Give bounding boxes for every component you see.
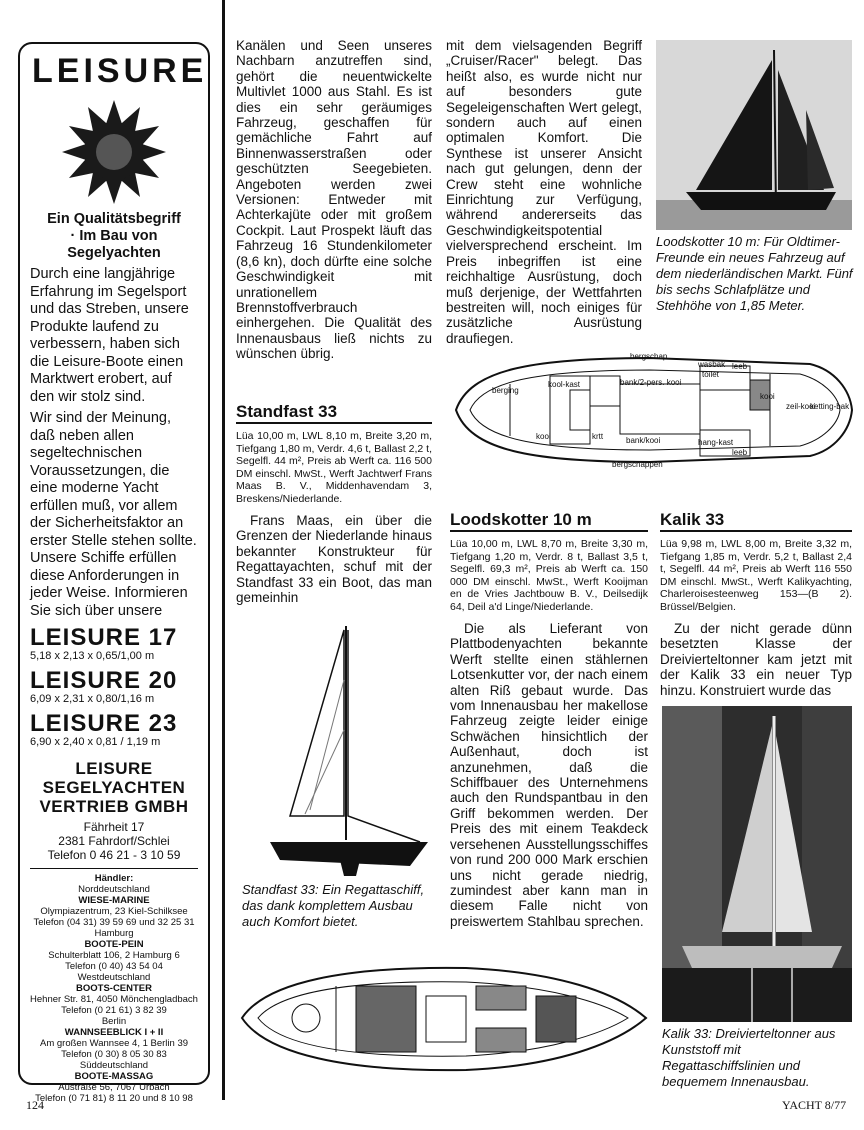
plan-label: kooi: [536, 432, 551, 441]
standfast-caption: Standfast 33: Ein Regattaschiff, das dank komplettem Ausbau auch Komfort bietet.: [242, 882, 425, 929]
kalik-caption: Kalik 33: Dreivierteltonner aus Kunststoff mit Regattaschiffslinien und bequemem Innenausbau.: [662, 1026, 836, 1089]
loodskotter-specs: Lüa 10,00 m, LWL 8,70 m, Breite 3,30 m, Tiefgang 1,20 m, Verdr. 8 t, Ballast 3,5 t, Segelfl. 69,3 m², Preis ab Werft ca. 150 000 DM einschl. MwSt., Werft Kooijman en de Vries Jachtbouw B. V., Deilsedijk 64, Deil a'd Linge/Niederlande.: [450, 538, 648, 613]
company-address: [30, 820, 198, 862]
deck-plan-labels: [450, 340, 856, 476]
dealer-detail: Olympiazentrum, 23 Kiel-Schilksee: [40, 906, 188, 917]
dealer-detail: Hamburg: [94, 928, 134, 939]
standfast-sail-plan: [250, 620, 440, 876]
plan-label: hang-kast: [698, 438, 734, 447]
model-entry: [30, 669, 198, 706]
plan-label: ketting-bak: [810, 402, 850, 411]
dealer-detail: Telefon (0 40) 43 54 04: [65, 961, 163, 972]
dealer-list: [30, 873, 198, 1104]
model-entry: [30, 626, 198, 663]
ad-headline-line: Ein Qualitätsbegriff: [47, 211, 181, 227]
model-name: LEISURE 23: [30, 710, 178, 737]
plan-label: bergschap: [630, 352, 668, 361]
model-dimensions: 6,09 x 2,31 x 0,80/1,16 m: [30, 693, 155, 705]
loodskotter-section: [450, 510, 648, 929]
model-name: LEISURE 20: [30, 667, 178, 694]
ad-body-paragraph: Durch eine langjährige Erfahrung im Segelsport und das Streben, unsere Produkte laufend zu verbessern, haben sich die Leisure-Boote einen Marktwert erobert, auf den wir stolz sind.: [30, 266, 189, 405]
kalik-photo: [662, 706, 852, 1022]
loodskotter-photo: [656, 40, 852, 230]
standfast-deck-plan: [236, 952, 652, 1090]
plan-label: bank/2-pers. kooi: [620, 378, 682, 387]
dealer-detail: Norddeutschland: [78, 884, 150, 895]
dealer-detail: Schulterblatt 106, 2 Hamburg 6: [48, 950, 180, 961]
address-line: Fährheit 17: [83, 820, 145, 834]
kalik-body: Zu der nicht gerade dünn besetzten Klasse der Dreivierteltonner kam jetzt mit der Kalik 33 ein neuer Typ hinzu. Konstruiert wurde das: [660, 621, 852, 698]
standfast-specs: Lüa 10,00 m, LWL 8,10 m, Breite 3,20 m, Tiefgang 1,80 m, Verdr. 4,6 t, Ballast 2,2 t, Segelfl. 44 m², Preis ab Werft ca. 116 500 DM einschl. MwSt., Werft Jachtwerf Frans Maas B. V., Middenhavendam 3, Breskens/Niederlande.: [236, 430, 432, 505]
column-divider: [222, 0, 225, 1100]
magazine-issue: YACHT 8/77: [782, 1098, 847, 1112]
company-line: VERTRIEB GMBH: [39, 797, 189, 816]
dealer-detail: Süddeutschland: [79, 1060, 149, 1071]
heading-rule: [450, 530, 648, 532]
ad-headline-line: Segelyachten: [67, 245, 161, 261]
dealer-detail: Telefon (0 30) 8 05 30 83: [61, 1049, 167, 1060]
model-name: LEISURE 17: [30, 624, 178, 651]
plan-label: kooi: [760, 392, 775, 401]
plan-label: toilet: [702, 370, 719, 379]
ad-title: LEISURE: [32, 52, 208, 90]
company-line: SEGELYACHTEN: [42, 778, 186, 797]
standfast-section: [236, 402, 432, 605]
plan-label: bergschappen: [612, 460, 663, 469]
loodskotter-body: Die als Lieferant von Plattbodenyachten bekannte Werft stellte einen stählernen Lotsenkutter vor, der nach einem alten Riß gebaut wurde. Das vom Innenausbau her makellose Fahrzeug zeigte leider einige Schwächen hinsichtlich der Außenhaut, doch ist anzunehmen, daß die Schiffbauer des Unternehmens auch den Rundspantbau in den Griff bekommen werden. Der Preis des mit einem Teakdeck versehenen Ausstellungsschiffes von rund 200 000 Mark erschien uns nicht gerade niedrig, zumindest aber kann man in diesem Falle nicht von preiswertem Stahlbau sprechen.: [450, 621, 648, 929]
standfast-heading: Standfast 33: [236, 402, 338, 421]
leisure-advertisement: [18, 42, 210, 1104]
plan-label: kool-kast: [548, 380, 581, 389]
plan-label: berging: [492, 386, 519, 395]
article-text-col3: mit dem vielsagenden Begriff „Cruiser/Racer" belegt. Das heißt also, es wurde nicht nur auf besonders gute Segeleigenschaften Wert gelegt, sondern auch auf einen optimalen Komfort. Die Synthese ist unserer Ansicht nach gut gelungen, denn der Crew steht eine wohnliche Einrichtung zur Verfügung, während andererseits das Geschwindigkeitspotential vielversprechend erscheint. Im Preis inbegriffen ist eine reichhaltige Ausrüstung, doch muß derjenige, der Wettfahrten bestreiten will, noch einiges für zusätzliche Ausrüstung draufiegen.: [446, 38, 642, 346]
ad-body-paragraph: Wir sind der Meinung, daß neben allen segeltechnischen Voraussetzungen, die eine moderne Yacht erfüllen muß, vor allem der Sicherheitsfaktor an erster Stelle stehen sollte. Unsere Schiffe erfüllen diese Anforderungen in jeder Weise. Informieren Sie sich über unsere: [30, 410, 197, 619]
page-number: 124: [26, 1098, 44, 1112]
loodskotter-photo-caption: Loodskotter 10 m: Für Oldtimer-Freunde ein neues Fahrzeug auf dem niederländischen Markt. Fünf bis sechs Schlafplätze und Stehhöhe von 1,85 Meter.: [656, 234, 853, 313]
dealer-detail: Am großen Wannsee 4, 1 Berlin 39: [39, 1038, 189, 1049]
article-text-col2: Kanälen und Seen unseres Nachbarn anzutreffen sind, gehört die neuentwickelte Multivlet 1000 aus Stahl. Es ist dies ein sehr geräumiges Fahrzeug, geschaffen für gemächliche Fahrt auf Binnenwasserstraßen oder geschützten Seegebieten. Angeboten werden zwei Versionen: Entweder mit Achterkajüte oder mit großem Cockpit. Laut Prospekt läuft das Fahrzeug 16 Stundenkilometer (8,6 kn), doch dürfte eine solche Geschwindigkeit mit unrationellem Brennstoffverbrauch einhergehen. Die Qualität des Innenausbaus ließ nichts zu wünschen übrig.: [236, 38, 432, 362]
company-line: LEISURE: [75, 759, 153, 778]
dealer-name: Händler:: [94, 873, 134, 884]
dealer-name: BOOTE-MASSAG: [74, 1071, 154, 1082]
ad-headline: [30, 211, 198, 262]
dealer-name: WANNSEEBLICK I + II: [64, 1027, 164, 1038]
dealer-detail: Berlin: [101, 1016, 127, 1027]
plan-label: wasbak: [698, 360, 726, 369]
dealer-name: BOOTE-PEIN: [84, 939, 144, 950]
standfast-body: Frans Maas, ein über die Grenzen der Niederlande hinaus bekannter Konstrukteur für Regattayachten, schuf mit der Standfast 33 ein Boot, das man gemeinhin: [236, 513, 432, 606]
plan-label: bank/kooi: [626, 436, 661, 445]
plan-label: krtt: [592, 432, 604, 441]
dealer-detail: Telefon (04 31) 39 59 69 und 32 25 31: [33, 917, 195, 928]
dealer-detail: Austraße 56, 7067 Urbach: [58, 1082, 170, 1093]
divider: [30, 868, 198, 869]
model-dimensions: 6,90 x 2,40 x 0,81 / 1,19 m: [30, 736, 161, 748]
model-entry: [30, 712, 198, 749]
dealer-detail: Telefon (0 21 61) 3 82 39: [61, 1005, 167, 1016]
plan-label: leeb: [732, 362, 748, 371]
address-line: 2381 Fahrdorf/Schlei: [58, 834, 170, 848]
company-name: [30, 759, 198, 816]
dealer-detail: Westdeutschland: [77, 972, 151, 983]
kalik-section: [660, 510, 852, 698]
loodskotter-heading: Loodskotter 10 m: [450, 510, 592, 529]
heading-rule: [660, 530, 852, 532]
dealer-detail: Hehner Str. 81, 4050 Mönchengladbach: [30, 994, 198, 1005]
dealer-name: BOOTS-CENTER: [76, 983, 152, 994]
plan-label: leeb: [732, 448, 748, 457]
dealer-detail: Telefon (0 71 81) 8 11 20 und 8 10 98: [35, 1093, 193, 1104]
plan-label: zeil-kooi: [786, 402, 816, 411]
ad-headline-line: · Im Bau von: [70, 228, 158, 244]
model-dimensions: 5,18 x 2,13 x 0,65/1,00 m: [30, 650, 155, 662]
dealer-name: WIESE-MARINE: [78, 895, 150, 906]
kalik-specs: Lüa 9,98 m, LWL 8,00 m, Breite 3,32 m, Tiefgang 1,85 m, Verdr. 5,2 t, Ballast 2,4 t, Segelfl. 44 m², Preis ab Werft 116 550 DM einschl. MwSt., Werft Kalikyachting, Charleroisesteenweg 153—(B 2). Brüssel/Belgien.: [660, 538, 852, 613]
sun-logo-icon: [54, 97, 174, 207]
address-line: Telefon 0 46 21 - 3 10 59: [47, 848, 181, 862]
kalik-heading: Kalik 33: [660, 510, 725, 529]
heading-rule: [236, 422, 432, 424]
